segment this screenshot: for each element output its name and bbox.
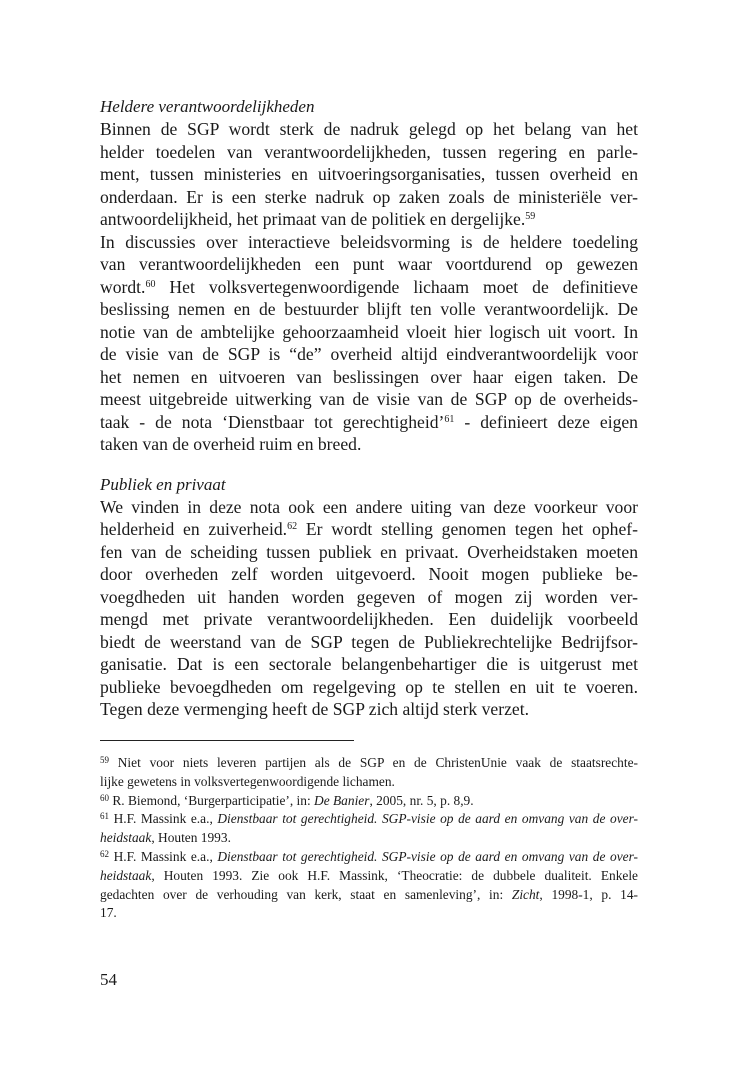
text-span: antwoordelijkheid, het primaat van de politiek en dergelijke. (100, 209, 526, 229)
footnote-59 (100, 754, 638, 792)
text-span: , Houten 1993. Zie ook H.F. Massink, ‘Theocratie: de dubbele dualiteit. Enkele (151, 867, 638, 883)
footnote-ref-61[interactable]: 61 (444, 413, 455, 425)
publication-title: heidstaak (100, 830, 152, 846)
text-line: taken van de overheid ruim en breed. (100, 434, 362, 454)
footnote-60 (100, 792, 638, 811)
text-line: helder toedelen van verantwoordelijkheden, tussen regering en parle- (100, 141, 638, 162)
publication-title: Zicht (511, 886, 540, 902)
paragraph (100, 231, 638, 456)
text-line (100, 810, 638, 829)
text-line: Binnen de SGP wordt sterk de nadruk gelegd op het belang van het (100, 119, 638, 139)
text-line: biedt de weerstand van de SGP tegen de Publiekrechtelijke Bedrijfsor- (100, 631, 638, 652)
text-span: H.F. Massink e.a., (109, 811, 218, 827)
text-line: lijke gewetens in volksvertegenwoordigende lichamen. (100, 773, 395, 789)
footnotes (100, 754, 638, 923)
text-line (100, 792, 638, 811)
text-span: - definieert deze eigen (454, 411, 638, 432)
text-span: taak - de nota ‘Dienstbaar tot gerechtigheid’ (100, 411, 445, 432)
publication-title: Dienstbaar tot gerechtigheid. SGP-visie op de aard en omvang van de over- (217, 811, 638, 827)
text-line: meest uitgebreide uitwerking van de visie van de SGP op de overheids- (100, 389, 638, 409)
footnote-ref-60[interactable]: 60 (145, 278, 156, 290)
text-line: van verantwoordelijkheden een punt waar voortdurend op gewezen (100, 254, 638, 274)
text-line: fen van de scheiding tussen publiek en privaat. Overheidstaken moeten (100, 541, 638, 562)
text-line: onderdaan. Er is een sterke nadruk op zaken zoals de ministeriële ver- (100, 186, 638, 207)
text-line: het nemen en uitvoeren van beslissingen over haar eigen taken. De (100, 366, 638, 387)
page-number: 54 (100, 970, 117, 989)
section-heading-heldere-verantwoordelijkheden: Heldere verantwoordelijkheden (100, 97, 315, 116)
text-line (100, 848, 638, 867)
text-line (100, 276, 638, 299)
text-line: voegdheden uit handen worden gegeven of mogen zij worden ver- (100, 586, 638, 607)
footnote-number: 61 (100, 811, 109, 822)
text-span: Niet voor niets leveren partijen als de SGP en de ChristenUnie vaak de staatsrechte- (109, 755, 638, 770)
footnote-61 (100, 810, 638, 848)
footnote-number: 62 (100, 848, 109, 859)
text-line (100, 208, 638, 231)
publication-title: Dienstbaar tot gerechtigheid. SGP-visie op de aard en omvang van de over- (217, 848, 638, 864)
footnote-number: 60 (100, 792, 109, 803)
section-gap (100, 456, 638, 474)
footnote-divider (100, 740, 354, 741)
text-line: door overheden zelf worden uitgevoerd. Nooit mogen publieke be- (100, 564, 638, 584)
text-line (100, 867, 638, 886)
footnote-number: 59 (100, 755, 109, 765)
footnote-ref-59[interactable]: 59 (525, 211, 536, 222)
section-heading-publiek-en-privaat: Publiek en privaat (100, 474, 226, 494)
text-line (100, 754, 638, 773)
publication-title: heidstaak (100, 867, 152, 883)
paragraph (100, 496, 638, 721)
text-line: We vinden in deze nota ook een andere uiting van deze voorkeur voor (100, 496, 638, 517)
text-span: , 1998-1, p. 14- (539, 886, 638, 902)
text-span: wordt. (100, 276, 146, 297)
text-line: mengd met private verantwoordelijkheden. Een duidelijk voorbeeld (100, 609, 638, 629)
page-body (100, 96, 638, 721)
text-line: beslissing nemen en de bestuurder blijft ten volle verantwoordelijk. De (100, 299, 638, 319)
text-span: Het volksvertegenwoordigende lichaam moet de definitieve (155, 276, 638, 297)
text-span: Er wordt stelling genomen tegen het ophef- (297, 519, 638, 539)
text-line: ganisatie. Dat is een sectorale belangenbehartiger die is uitgerust met (100, 654, 638, 674)
text-line (100, 411, 638, 434)
footnote-62 (100, 848, 638, 923)
text-line (100, 829, 638, 848)
footnote-ref-62[interactable]: 62 (287, 521, 298, 532)
text-line: Tegen deze vermenging heeft de SGP zich altijd sterk verzet. (100, 699, 529, 719)
text-span: H.F. Massink e.a., (109, 848, 218, 864)
text-line: ment, tussen ministeries en uitvoeringsorganisaties, tussen overheid en (100, 164, 638, 184)
text-span: helderheid en zuiverheid. (100, 519, 288, 539)
text-span: R. Biemond, ‘Burgerparticipatie’, in: (109, 792, 315, 808)
paragraph (100, 118, 638, 231)
text-line: notie van de ambtelijke gehoorzaamheid vloeit hier logisch uit voort. In (100, 321, 638, 342)
text-line: In discussies over interactieve beleidsvorming is de heldere toedeling (100, 231, 638, 252)
text-span: gedachten over de verhouding van kerk, staat en samenleving’, in: (100, 886, 512, 902)
text-line (100, 886, 638, 905)
text-line (100, 518, 638, 541)
publication-title: De Banier (314, 792, 370, 808)
text-span: , 2005, nr. 5, p. 8,9. (369, 792, 474, 808)
text-span: , Houten 1993. (151, 830, 231, 846)
text-line: publieke bevoegdheden om regelgeving op te stellen en uit te voeren. (100, 676, 638, 697)
text-line: 17. (100, 905, 117, 921)
text-line: de visie van de SGP is “de” overheid altijd eindverantwoordelijk voor (100, 344, 638, 364)
